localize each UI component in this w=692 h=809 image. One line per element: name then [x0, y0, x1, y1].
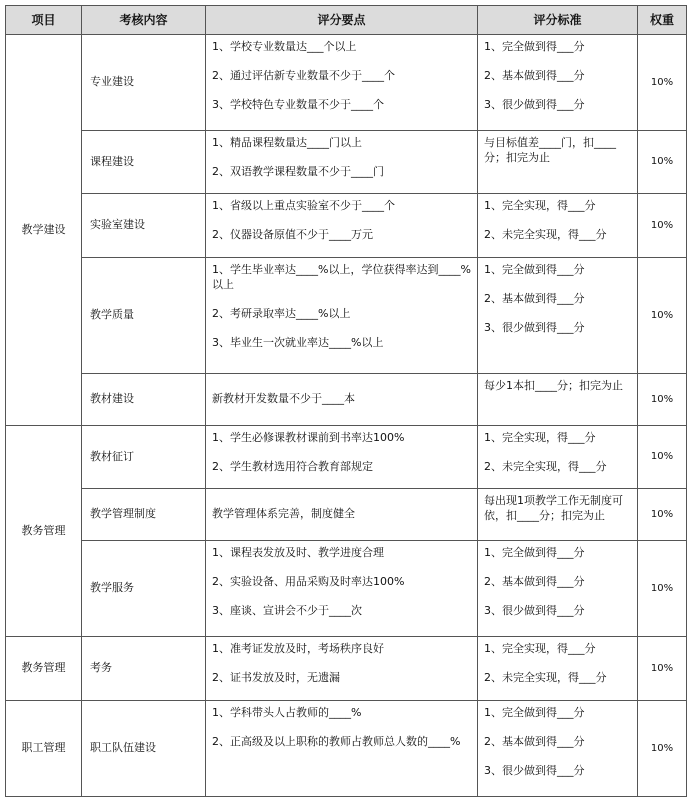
standard-line: 2、未完全实现，得___分 [484, 227, 607, 241]
table-row [6, 426, 687, 489]
category-cell: 教务管理 [6, 637, 82, 701]
weight-cell: 10% [638, 489, 687, 541]
header-project: 项目 [6, 6, 82, 35]
point-line: 1、准考证发放及时，考场秩序良好 [212, 642, 384, 655]
weight-cell: 10% [638, 35, 687, 131]
standard-line: 1、完全做到得___分 [484, 546, 585, 559]
content-cell: 专业建设 [82, 35, 206, 131]
table-row [6, 489, 687, 541]
header-row [6, 6, 687, 35]
category-cell: 教学建设 [6, 35, 82, 426]
header-weight: 权重 [638, 6, 687, 35]
header-content: 考核内容 [82, 6, 206, 35]
standard-line: 1、完全做到得___分 [484, 706, 585, 719]
point-line: 1、学科带头人占教师的____% [212, 706, 362, 719]
standard-line: 2、未完全实现，得___分 [484, 459, 607, 473]
points-cell [206, 131, 478, 194]
points-cell [206, 541, 478, 637]
standard-cell [478, 35, 638, 131]
point-line: 1、省级以上重点实验室不少于____个 [212, 199, 395, 212]
point-line: 2、双语教学课程数量不少于____门 [212, 164, 384, 178]
standard-line: 3、很少做到得___分 [484, 97, 585, 111]
weight-cell: 10% [638, 701, 687, 797]
standard-line: 1、完全做到得___分 [484, 40, 585, 53]
content-cell: 课程建设 [82, 131, 206, 194]
standard-line: 2、基本做到得___分 [484, 291, 585, 305]
standard-line: 2、基本做到得___分 [484, 734, 585, 748]
point-line: 1、学校专业数量达___个以上 [212, 40, 357, 53]
standard-cell [478, 374, 638, 426]
table-row [6, 541, 687, 637]
standard-line: 2、未完全实现，得___分 [484, 670, 607, 684]
point-line: 3、学校特色专业数量不少于____个 [212, 97, 384, 111]
point-line: 2、证书发放及时，无遗漏 [212, 670, 340, 684]
content-cell: 职工队伍建设 [82, 701, 206, 797]
points-cell [206, 637, 478, 701]
standard-line: 2、基本做到得___分 [484, 574, 585, 588]
weight-cell: 10% [638, 426, 687, 489]
points-cell [206, 258, 478, 374]
standard-line: 1、完全实现，得___分 [484, 642, 596, 655]
standard-line: 3、很少做到得___分 [484, 320, 585, 334]
point-line: 2、考研录取率达____%以上 [212, 306, 351, 320]
standard-cell [478, 541, 638, 637]
content-cell: 教材建设 [82, 374, 206, 426]
standard-line: 2、基本做到得___分 [484, 68, 585, 82]
table-row [6, 35, 687, 131]
content-cell: 考务 [82, 637, 206, 701]
table-row [6, 258, 687, 374]
point-line: 1、学生必修课教材课前到书率达100% [212, 431, 405, 444]
standard-cell [478, 194, 638, 258]
table-row [6, 131, 687, 194]
point-line: 2、学生教材选用符合教育部规定 [212, 459, 373, 473]
weight-cell: 10% [638, 258, 687, 374]
content-cell: 教学服务 [82, 541, 206, 637]
header-standard: 评分标准 [478, 6, 638, 35]
point-line: 教学管理体系完善，制度健全 [212, 507, 355, 521]
point-line: 2、仪器设备原值不少于____万元 [212, 227, 373, 241]
assessment-table [5, 5, 687, 797]
standard-cell [478, 258, 638, 374]
points-cell [206, 35, 478, 131]
standard-cell [478, 489, 638, 541]
point-line: 3、毕业生一次就业率达____%以上 [212, 335, 384, 349]
standard-line: 1、完全做到得___分 [484, 263, 585, 276]
points-cell [206, 426, 478, 489]
standard-line: 1、完全实现，得___分 [484, 199, 596, 212]
content-cell: 教学质量 [82, 258, 206, 374]
standard-cell [478, 637, 638, 701]
point-line: 新教材开发数量不少于____本 [212, 392, 355, 406]
points-cell [206, 194, 478, 258]
content-cell: 实验室建设 [82, 194, 206, 258]
points-cell [206, 374, 478, 426]
table-row [6, 701, 687, 797]
table-row [6, 637, 687, 701]
standard-cell [478, 131, 638, 194]
standard-line: 3、很少做到得___分 [484, 603, 585, 617]
weight-cell: 10% [638, 374, 687, 426]
standard-cell [478, 426, 638, 489]
table-row [6, 194, 687, 258]
standard-cell [478, 701, 638, 797]
standard-line: 3、很少做到得___分 [484, 763, 585, 777]
point-line: 1、学生毕业率达____%以上，学位获得率达到____%以上 [212, 263, 471, 291]
weight-cell: 10% [638, 194, 687, 258]
weight-cell: 10% [638, 541, 687, 637]
point-line: 1、精品课程数量达____门以上 [212, 136, 362, 149]
content-cell: 教材征订 [82, 426, 206, 489]
points-cell [206, 701, 478, 797]
point-line: 1、课程表发放及时、教学进度合理 [212, 546, 384, 559]
point-line: 2、实验设备、用品采购及时率达100% [212, 574, 405, 588]
weight-cell: 10% [638, 637, 687, 701]
point-line: 2、正高级及以上职称的教师占教师总人数的____% [212, 734, 461, 748]
category-cell: 职工管理 [6, 701, 82, 797]
point-line: 2、通过评估新专业数量不少于____个 [212, 68, 395, 82]
content-cell: 教学管理制度 [82, 489, 206, 541]
table-row [6, 374, 687, 426]
points-cell [206, 489, 478, 541]
header-points: 评分要点 [206, 6, 478, 35]
category-cell: 教务管理 [6, 426, 82, 637]
point-line: 3、座谈、宣讲会不少于____次 [212, 603, 362, 617]
weight-cell: 10% [638, 131, 687, 194]
standard-line: 1、完全实现，得___分 [484, 431, 596, 444]
standard-line: 每出现1项教学工作无制度可依，扣____分；扣完为止 [484, 494, 623, 522]
standard-line: 每少1本扣____分；扣完为止 [484, 379, 623, 392]
standard-line: 与目标值差____门，扣____分；扣完为止 [484, 136, 616, 164]
